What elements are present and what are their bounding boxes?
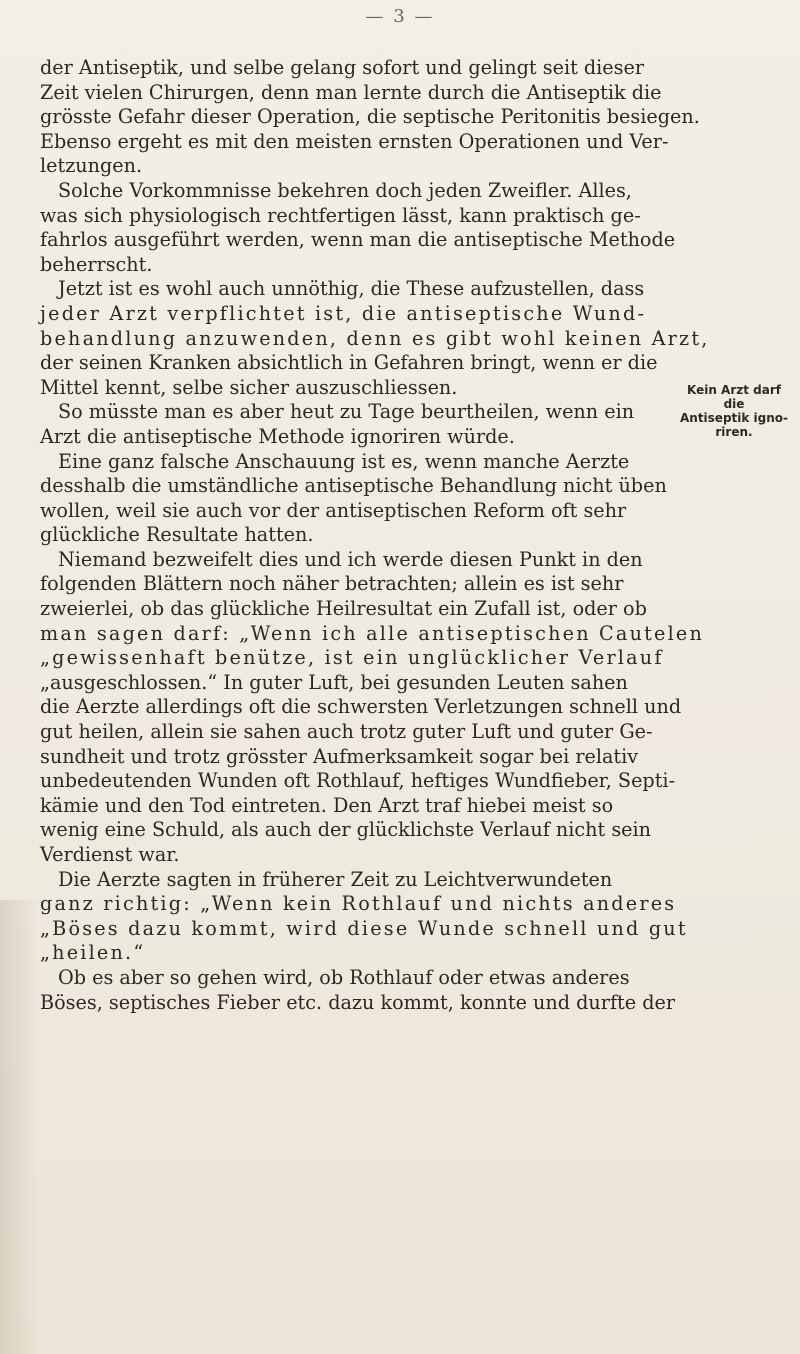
text-line: So müsste man es aber heut zu Tage beurtheilen, wenn ein — [58, 400, 635, 424]
text-line: „heilen.“ — [40, 941, 146, 965]
text-line: der seinen Kranken absichtlich in Gefahren bringt, wenn er die — [40, 351, 658, 375]
text-line: behandlung anzuwenden, denn es gibt wohl keinen Arzt, — [40, 326, 710, 350]
text-line: „ausgeschlossen.“ In guter Luft, bei gesunden Leuten sahen — [40, 670, 628, 694]
text-line: Niemand bezweifelt dies und ich werde diesen Punkt in den — [58, 547, 643, 571]
page-number: — 3 — — [365, 6, 435, 27]
paragraph — [40, 449, 667, 548]
text-line: Solche Vorkommnisse bekehren doch jeden Zweifler. Alles, — [58, 178, 632, 202]
paragraph — [40, 400, 662, 449]
text-line: glückliche Resultate hatten. — [40, 523, 314, 547]
text-line: jeder Arzt verpflichtet ist, die antiseptische Wund- — [40, 301, 647, 325]
text-line: wollen, weil sie auch vor der antiseptischen Reform oft sehr — [40, 498, 627, 522]
text-line: die Aerzte allerdings oft die schwersten Verletzungen schnell und — [40, 695, 682, 719]
text-line: Jetzt ist es wohl auch unnöthig, die These aufzustellen, dass — [58, 277, 645, 301]
text-line: „gewissenhaft benütze, ist ein unglücklicher Verlauf — [40, 646, 664, 670]
text-line: was sich physiologisch rechtfertigen lässt, kann praktisch ge- — [40, 203, 641, 227]
text-line: Eine ganz falsche Anschauung ist es, wenn manche Aerzte — [58, 449, 630, 473]
text-line: zweierlei, ob das glückliche Heilresultat ein Zufall ist, oder ob — [40, 597, 647, 621]
paragraph — [40, 867, 688, 966]
text-line: Böses, septisches Fieber etc. dazu kommt, konnte und durfte der — [40, 990, 676, 1014]
text-line: der Antiseptik, und selbe gelang sofort und gelingt seit dieser — [40, 56, 645, 79]
text-line: letzungen. — [40, 154, 143, 178]
text-line: Mittel kennt, selbe sicher auszuschliessen. — [40, 375, 458, 399]
text-line: grösste Gefahr dieser Operation, die septische Peritonitis besiegen. — [40, 105, 700, 129]
text-line: gut heilen, allein sie sahen auch trotz guter Luft und guter Ge- — [40, 720, 653, 744]
text-line: ganz richtig: „Wenn kein Rothlauf und nichts anderes — [40, 892, 677, 916]
text-line: desshalb die umständliche antiseptische Behandlung nicht üben — [40, 474, 667, 498]
text-line: beherrscht. — [40, 252, 153, 276]
margin-note — [676, 383, 792, 439]
paragraph — [40, 965, 676, 1015]
margin-note-line: Antiseptik igno- — [679, 411, 789, 425]
body-text — [40, 56, 710, 1015]
text-line: man sagen darf: „Wenn ich alle antiseptischen Cautelen — [40, 621, 705, 645]
paragraph — [40, 547, 705, 868]
text-line: Zeit vielen Chirurgen, denn man lernte durch die Antiseptik die — [40, 80, 662, 104]
text-line: kämie und den Tod eintreten. Den Arzt traf hiebei meist so — [40, 793, 614, 817]
page-edge-shading — [0, 900, 40, 1354]
text-line: unbedeutenden Wunden oft Rothlauf, heftiges Wundfieber, Septi- — [40, 769, 676, 793]
text-line: Verdienst war. — [40, 843, 180, 866]
text-line: Ebenso ergeht es mit den meisten ernsten Operationen und Ver- — [40, 129, 669, 153]
margin-note-line: riren. — [715, 425, 753, 439]
text-line: folgenden Blättern noch näher betrachten; allein es ist sehr — [40, 572, 624, 596]
text-line: „Böses dazu kommt, wird diese Wunde schnell und gut — [40, 916, 688, 940]
text-line: fahrlos ausgeführt werden, wenn man die antiseptische Methode — [40, 228, 676, 252]
text-line: sundheit und trotz grösster Aufmerksamkeit sogar bei relativ — [40, 744, 639, 768]
margin-note-line: Kein Arzt darf die — [687, 383, 781, 411]
paragraph — [40, 178, 676, 277]
paragraph — [40, 277, 710, 400]
text-line: Ob es aber so gehen wird, ob Rothlauf oder etwas anderes — [58, 965, 630, 989]
text-line: Arzt die antiseptische Methode ignoriren würde. — [40, 424, 515, 448]
text-line: wenig eine Schuld, als auch der glücklichste Verlauf nicht sein — [40, 818, 652, 842]
text-line: Die Aerzte sagten in früherer Zeit zu Leichtverwundeten — [58, 867, 613, 891]
paragraph — [40, 56, 700, 179]
